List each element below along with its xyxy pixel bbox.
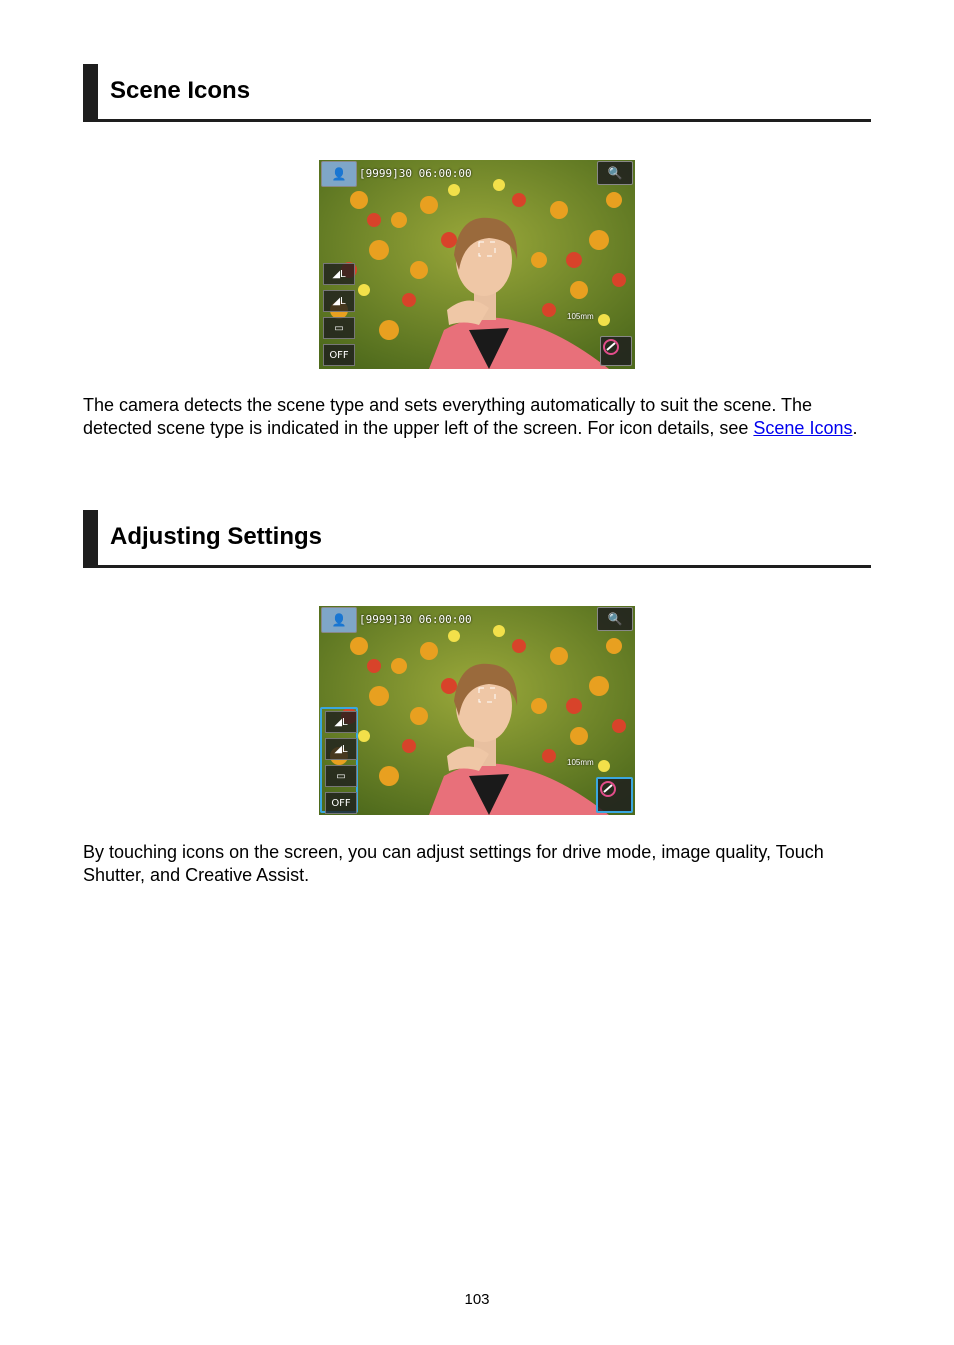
section-header-adjusting-settings: [83, 510, 871, 568]
paragraph-text: .: [852, 418, 858, 438]
drive-mode-button[interactable]: [325, 711, 357, 733]
zoom-button[interactable]: [597, 607, 633, 631]
adjusting-settings-paragraph: By touching icons on the screen, you can adjust settings for drive mode, image quality, Touch Shutter, and Creative Assist.: [83, 842, 824, 885]
image-quality-button[interactable]: [323, 290, 355, 312]
creative-assist-button[interactable]: [600, 336, 632, 366]
aspect-button[interactable]: [325, 765, 357, 787]
portrait-scene-icon: 👤: [331, 167, 347, 181]
side-icon-label: ◢L: [334, 716, 348, 728]
zoom-icon: 🔍: [607, 166, 623, 180]
scene-icons-paragraph: [83, 394, 873, 440]
paragraph-text: The camera detects the scene type and sets everything automatically to suit the scene. The detected scene type is indicated in the upper left of the screen. For icon details, see: [83, 395, 813, 438]
section-header-scene-icons: [83, 64, 871, 122]
scene-icon-button[interactable]: [321, 607, 357, 633]
image-quality-button[interactable]: [325, 738, 357, 760]
zoom-icon: 🔍: [607, 612, 623, 626]
status-readout: [9999]30 06:00:00: [359, 167, 472, 180]
side-icon-label: ◢L: [334, 743, 348, 755]
touch-shutter-button[interactable]: [325, 792, 357, 814]
touch-shutter-button[interactable]: [323, 344, 355, 366]
section-title: Adjusting Settings: [110, 523, 322, 550]
creative-assist-icon: [601, 337, 621, 357]
portrait-scene-icon: 👤: [331, 613, 347, 627]
side-icon-label: ◢L: [332, 295, 346, 307]
side-icon-label: ▭: [334, 322, 344, 334]
creative-assist-icon: [598, 779, 618, 799]
camera-screen-image-2: [319, 606, 635, 815]
side-icon-label: OFF: [329, 349, 349, 361]
side-icon-column: [320, 707, 358, 813]
scene-photo: [319, 606, 635, 815]
camera-screen-image-1: [319, 160, 635, 369]
scene-icons-link[interactable]: Scene Icons: [753, 418, 853, 438]
scene-photo: [319, 160, 635, 369]
side-icon-label: ▭: [336, 770, 346, 782]
page-number: 103: [464, 1291, 490, 1308]
creative-assist-button[interactable]: [596, 777, 633, 813]
focal-length-label: 105mm: [567, 758, 594, 767]
zoom-button[interactable]: [597, 161, 633, 185]
section-title: Scene Icons: [110, 77, 251, 104]
heading-bar: [83, 64, 98, 119]
status-readout: [9999]30 06:00:00: [359, 613, 472, 626]
side-icon-column: [320, 261, 358, 367]
drive-mode-button[interactable]: [323, 263, 355, 285]
focal-length-label: 105mm: [567, 312, 594, 321]
heading-bar: [83, 510, 98, 565]
side-icon-label: ◢L: [332, 268, 346, 280]
scene-icon-button[interactable]: [321, 161, 357, 187]
side-icon-label: OFF: [331, 797, 351, 809]
aspect-button[interactable]: [323, 317, 355, 339]
